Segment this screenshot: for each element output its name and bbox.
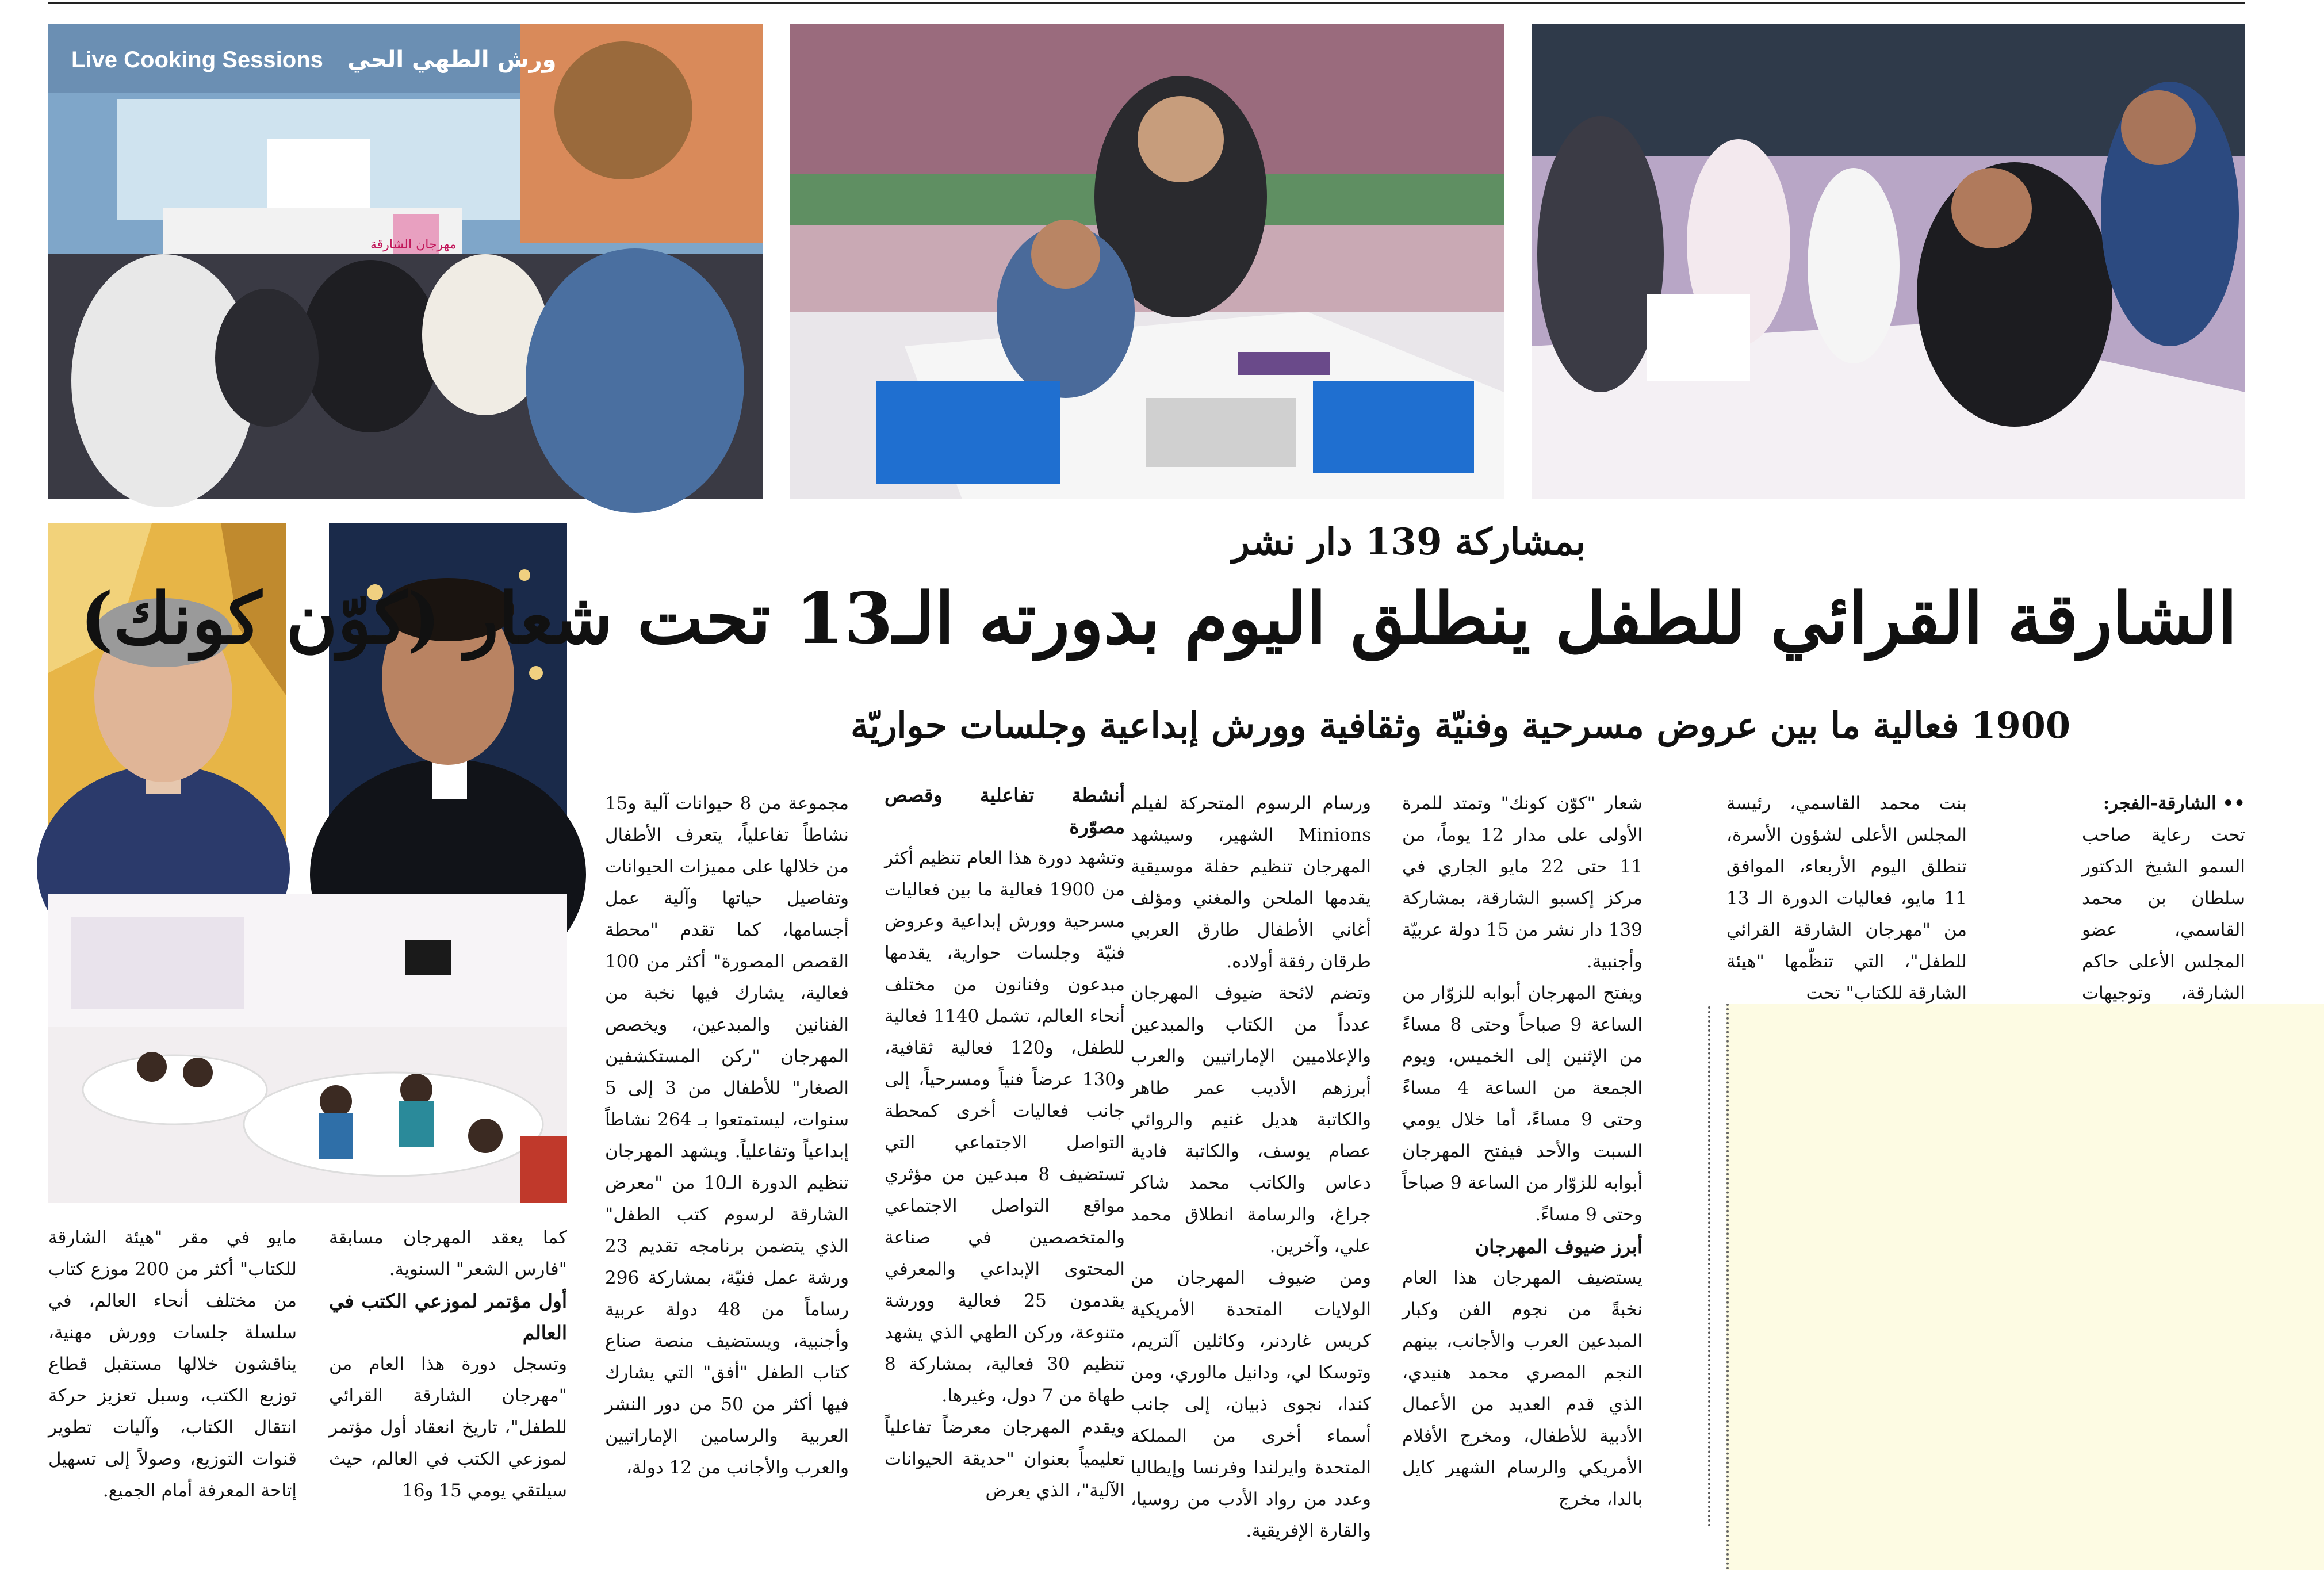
article-column-4 [1131, 788, 1371, 1541]
paragraph: مايو في مقر "هيئة الشارقة للكتاب" أكثر من 200 موزع كتاب من مختلف أنحاء العالم، في سلسلة جلسات وورش مهنية، يناقشون خلالها مستقبل قطاع توزيع الكتب، وسبل تعزيز حركة انتقال الكتاب، وآليات تطوير قنوات التوزيع، وصولاً إلى تسهيل إتاحة المعرفة أمام الجميع. [48, 1227, 297, 1501]
article-dateline: •• الشارقة-الفجر: [2103, 793, 2245, 814]
article-column-7 [329, 1222, 567, 1533]
photo-robotics-workshop [790, 24, 1504, 499]
article-column-1 [2082, 788, 2245, 1004]
paragraph: بنت محمد القاسمي، رئيسة المجلس الأعلى لشؤون الأسرة، تنطلق اليوم الأربعاء، الموافق 11 مايو، فعاليات الدورة الـ 13 من "مهرجان الشارقة القرائي للطفل"، التي تنظّمها "هيئة الشارقة للكتاب" تحت [1726, 793, 1967, 1004]
top-rule [48, 2, 2245, 4]
paragraph: وتشهد دورة هذا العام تنظيم أكثر من 1900 فعالية ما بين فعاليات مسرحية وورش إبداعية وعروض فنيّة وجلسات حوارية، يقدمها مبدعون وفنانون من مختلف أنحاء العالم، تشمل 1140 فعالية للطفل، و120 فعالية ثقافية، و130 عرضاً فنياً ومسرحياً، إلى جانب فعاليات أخرى كمحطة التواصل الاجتماعي التي تستضيف 8 مبدعين من مؤثري مواقع التواصل الاجتماعي والمتخصصين في صناعة المحتوى الإبداعي والمعرفي يقدمون 25 فعالية وورشة متنوعة، وركن الطهي الذي يشهد تنظيم 30 فعالية، بمشاركة 8 طهاة من 7 دول، وغيرها. [885, 848, 1125, 1406]
paragraph: ويقدم المهرجان معرضاً تفاعلياً تعليمياً بعنوان "حديقة الحيوانات الآلية"، الذي يعرض [885, 1417, 1125, 1501]
paragraph: يستضيف المهرجان هذا العام نخبةً من نجوم الفن وكبار المبدعين العرب والأجانب، بينهم النجم المصري محمد هنيدي، الذي قدم العديد من الأعمال الأدبية للأطفال، ومخرج الأفلام الأمريكي والرسام الشهير كايل بالدا، مخرج [1402, 1268, 1643, 1510]
article-column-6 [605, 788, 849, 1530]
paragraph: وتضم لائحة ضيوف المهرجان عدداً من الكتاب والمبدعين والإعلاميين الإماراتيين والعرب أبرزهم الأديب عمر طاهر والكاتبة هديل غنيم والروائي عصام يوسف، والكاتبة فادية دعاس والكاتب محمد شاكر جراغ، والرسامة انطلاق محمد علي، وآخرين. [1131, 983, 1371, 1257]
section-heading: أبرز ضيوف المهرجان [1475, 1235, 1643, 1258]
section-heading: أول مؤتمر لموزعي الكتب في العالم [329, 1290, 567, 1344]
article-kicker: بمشاركة 139 دار نشر [1232, 520, 1586, 564]
photo-drawing-workshop [1532, 24, 2245, 499]
paragraph: شعار "كوّن كونك" وتمتد للمرة الأولى على مدار 12 يوماً، من 11 حتى 22 مايو الجاري في مركز إكسبو الشارقة، بمشاركة 139 دار نشر من 15 دولة عربيّة وأجنبية. [1402, 793, 1643, 972]
article-column-3 [1402, 788, 1643, 1530]
paragraph: ويفتح المهرجان أبوابه للزوّار من الساعة 9 صباحاً وحتى 8 مساءً من الإثنين إلى الخميس، ويوم الجمعة من الساعة 4 مساءً وحتى 9 مساءً، أما خلال يومي السبت والأحد فيفتح المهرجان أبوابه للزوّار من الساعة 9 صباحاً وحتى 9 مساءً. [1402, 983, 1643, 1225]
article-column-8 [48, 1222, 297, 1533]
paragraph: ورسام الرسوم المتحركة لفيلم Minions الشهير، وسيشهد المهرجان تنظيم حفلة موسيقية يقدمها الملحن والمغني ومؤلف أغاني الأطفال طارق العربي طرقان رفقة أولاده. [1131, 793, 1371, 972]
festival-booth-text: مهرجان الشارقة [370, 238, 457, 252]
paragraph: مجموعة من 8 حيوانات آلية و15 نشاطاً تفاعلياً، يتعرف الأطفال من خلالها على مميزات الحيوانات وتفاصيل حياتها وآلية عمل أجسامها، كما تقدم "محطة القصص المصورة" أكثر من 100 فعالية، يشارك فيها نخبة من الفنانين والمبدعين، ويخصص المهرجان "ركن المستكشفين الصغار" للأطفال من 3 إلى 5 سنوات، ليستمتعوا بـ 264 نشاطاً إبداعياً وتفاعلياً. ويشهد المهرجان تنظيم الدورة الـ10 من "معرض الشارقة لرسوم كتب الطفل" الذي يتضمن برنامجه تقديم 23 ورشة عمل فنيّة، بمشاركة 296 رساماً من 48 دولة عربية وأجنبية، ويستضيف منصة صناع كتاب الطفل "أفق" التي يشارك فيها أكثر من 50 من دور النشر العربية والرسامين الإماراتيين والعرب والأجانب من 12 دولة، [605, 793, 849, 1478]
photo-kids-drawing-room [48, 894, 567, 1203]
article-column-5 [885, 779, 1125, 1533]
column-divider [1708, 1006, 1710, 1527]
paragraph: تحت رعاية صاحب السمو الشيخ الدكتور سلطان بن محمد القاسمي، عضو المجلس الأعلى حاكم الشارقة، وتوجيهات [2082, 825, 2245, 1004]
cooking-sign-ar: ورش الطهي الحي [347, 47, 557, 73]
paragraph: وتسجل دورة هذا العام من "مهرجان الشارقة القرائي للطفل"، تاريخ انعقاد أول مؤتمر لموزعي الكتب في العالم، حيث سيلتقي يومي 15 و16 [329, 1354, 567, 1501]
article-headline: الشارقة القرائي للطفل ينطلق اليوم بدورته الـ13 تحت شعار (كوّن كونك) [80, 577, 2237, 660]
paragraph: كما يعقد المهرجان مسابقة "فارس الشعر" السنوية. [329, 1227, 567, 1280]
article-column-2 [1726, 788, 1967, 1004]
cooking-sign-en: Live Cooking Sessions [71, 47, 323, 72]
photo-cooking-session [48, 24, 763, 499]
paragraph: ومن ضيوف المهرجان من الولايات المتحدة الأمريكية كريس غاردنر، وكاثلين آلتريم، وتوسكا لي، ودانيل مالوري، ومن كندا، نجوى ذبيان، إلى جانب أسماء أخرى من المملكة المتحدة وايرلندا وفرنسا وإيطاليا وعدد من رواد الأدب من روسيا، والقارة الإفريقية. [1131, 1268, 1371, 1541]
article-subhead: 1900 فعالية ما بين عروض مسرحية وفنيّة وثقافية وورش إبداعية وجلسات حواريّة [851, 704, 2070, 746]
adjacent-ad-area [1726, 1004, 2324, 1570]
section-heading: أنشطة تفاعلية وقصص مصوّرة [885, 784, 1125, 838]
